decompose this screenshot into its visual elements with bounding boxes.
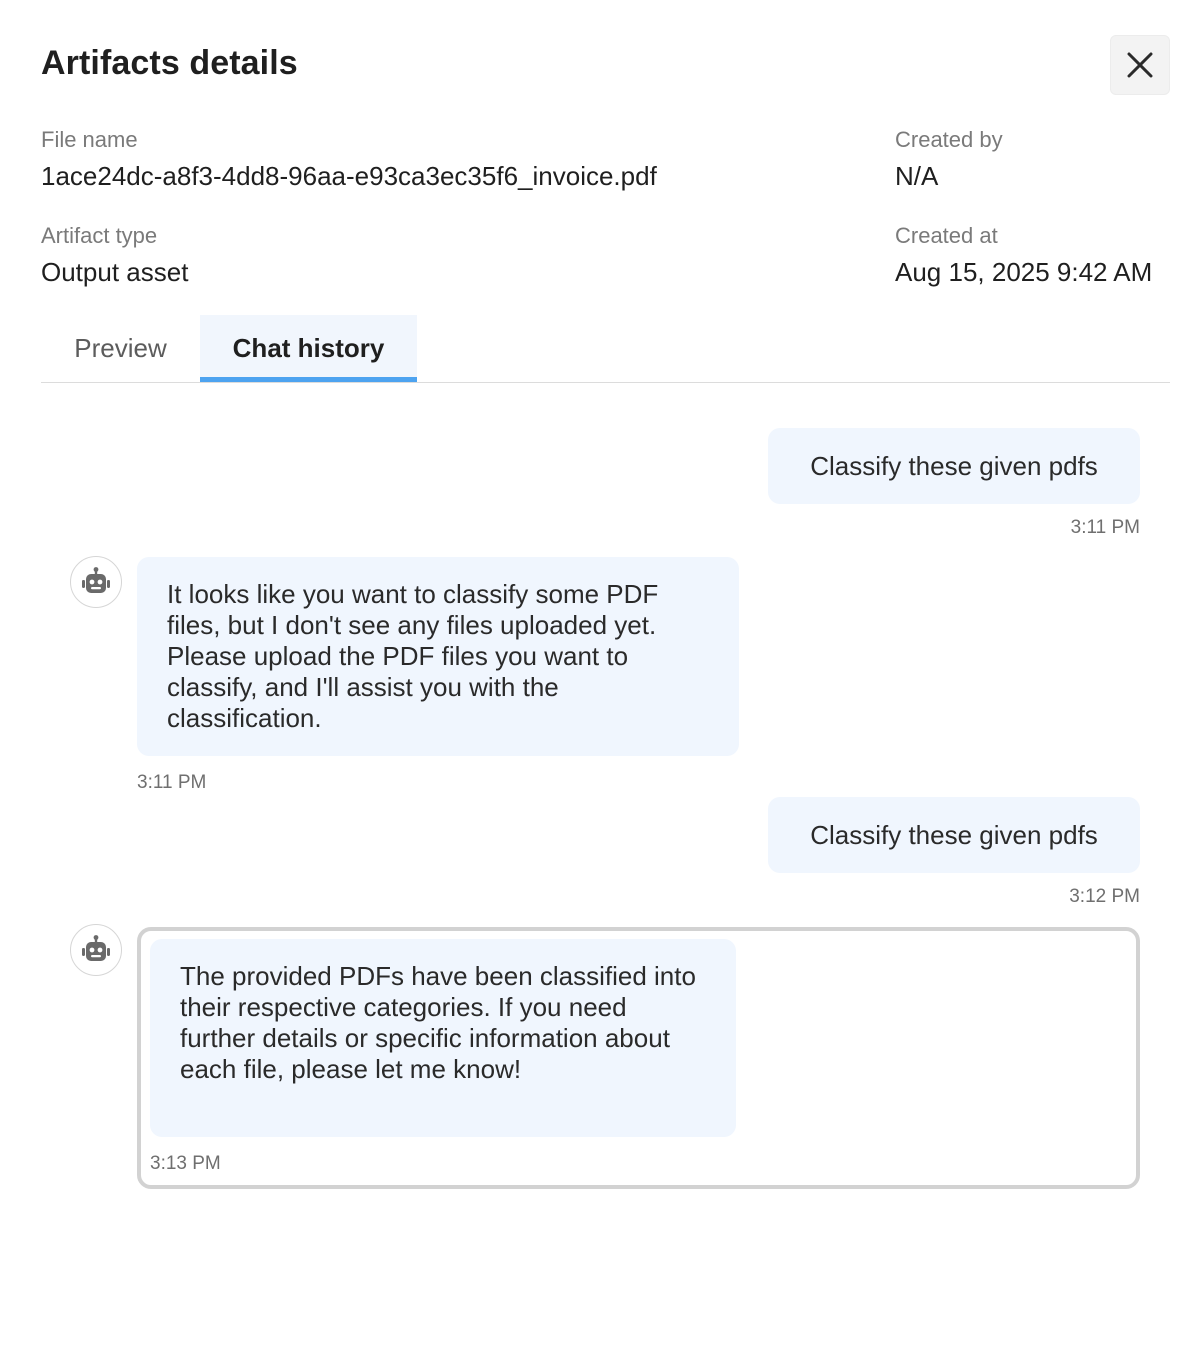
user-message: Classify these given pdfs (768, 428, 1140, 504)
created-by-label: Created by (895, 127, 1003, 152)
tab-chat-history[interactable]: Chat history (200, 315, 417, 382)
message-time: 3:12 PM (1069, 886, 1140, 907)
created-by-value: N/A (895, 161, 939, 191)
close-icon (1125, 50, 1155, 80)
bot-avatar (70, 556, 122, 608)
message-time: 3:11 PM (1070, 517, 1140, 538)
created-at-value: Aug 15, 2025 9:42 AM (895, 257, 1153, 287)
tab-bar (41, 315, 1170, 383)
robot-icon (80, 934, 112, 966)
message-time: 3:11 PM (137, 772, 207, 793)
panel-title: Artifacts details (41, 44, 298, 82)
bot-avatar (70, 924, 122, 976)
file-name-label: File name (41, 127, 138, 152)
created-at-label: Created at (895, 223, 998, 248)
assistant-message: It looks like you want to classify some PDF files, but I don't see any files uploaded yet. Please upload the PDF files you want to classify, and I'll assist you with the classification. (137, 557, 739, 756)
robot-icon (80, 566, 112, 598)
tab-preview[interactable]: Preview (74, 333, 167, 363)
artifact-type-label: Artifact type (41, 223, 158, 248)
artifact-type-value: Output asset (41, 257, 189, 287)
close-button[interactable] (1110, 35, 1170, 95)
assistant-message: The provided PDFs have been classified into their respective categories. If you need further details or specific information about each file, please let me know! (150, 939, 736, 1137)
active-tab-indicator (200, 377, 417, 382)
file-name-value: 1ace24dc-a8f3-4dd8-96aa-e93ca3ec35f6_invoice.pdf (41, 161, 657, 191)
message-time: 3:13 PM (150, 1153, 221, 1174)
user-message: Classify these given pdfs (768, 797, 1140, 873)
